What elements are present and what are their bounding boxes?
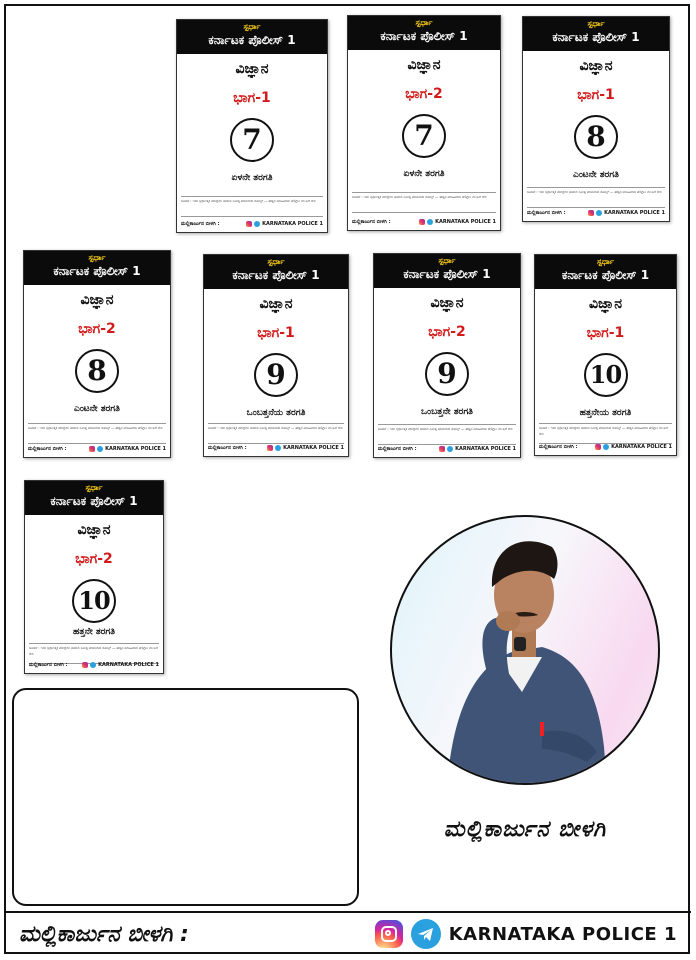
card-footer-author: ಮಲ್ಲಿಕಾರ್ಜುನ ಬೀಳಗಿ : xyxy=(181,220,220,227)
card-exam-title: ಕರ್ನಾಟಕ ಪೊಲೀಸ್ 1 xyxy=(552,30,640,44)
telegram-icon xyxy=(254,221,260,227)
card-exam-title: ಕರ್ನಾಟಕ ಪೊಲೀಸ್ 1 xyxy=(53,264,141,278)
card-subject: ವಿಜ್ಞಾನ xyxy=(80,292,114,308)
card-exam-title: ಕರ್ನಾಟಕ ಪೊಲೀಸ್ 1 xyxy=(232,268,320,282)
instagram-icon xyxy=(82,662,88,668)
card-part: ಭಾಗ-1 xyxy=(577,87,615,103)
card-kicker: ಸ್ಪರ್ಧಾ xyxy=(415,18,433,27)
card-footer xyxy=(378,442,516,455)
card-subject: ವಿಜ್ಞಾನ xyxy=(407,57,441,73)
card-kicker: ಸ್ಪರ್ಧಾ xyxy=(267,257,285,266)
book-cover-card[interactable] xyxy=(534,254,677,456)
grade-badge: 8 xyxy=(75,349,119,393)
instagram-icon xyxy=(267,445,273,451)
card-footer-brand xyxy=(82,662,159,668)
instagram-icon xyxy=(246,221,252,227)
card-note: ಸೂಚನೆ : ಇದು ಸ್ಪರ್ಧಾತ್ಮಕ ಪರೀಕ್ಷೆಗಳ ತಯಾರಿ ನಿಮಿತ್ತ ಮಾಡಲಾದ ನೋಟ್ಸ್ — ಹೆಚ್ಚಿನ ಮಾಹಿತಿಗಾಗಿ ಟೆಲಿಗ್ರಾಂ ಗುಂಪಿಗೆ ಸೇರಿ xyxy=(28,423,166,444)
card-footer-author: ಮಲ್ಲಿಕಾರ್ಜುನ ಬೀಳಗಿ : xyxy=(539,443,578,450)
instagram-icon xyxy=(89,446,95,452)
grade-badge: 10 xyxy=(72,579,116,623)
instagram-icon xyxy=(439,446,445,452)
card-header xyxy=(25,481,163,515)
card-footer-brand xyxy=(588,210,665,216)
card-subject: ವಿಜ್ಞಾನ xyxy=(588,296,623,312)
bottom-bar xyxy=(5,913,691,955)
card-footer-author: ಮಲ್ಲಿಕಾರ್ಜುನ ಬೀಳಗಿ : xyxy=(352,218,391,225)
book-cover-card[interactable] xyxy=(203,254,349,457)
card-footer xyxy=(539,440,672,453)
card-exam-title: ಕರ್ನಾಟಕ ಪೊಲೀಸ್ 1 xyxy=(208,33,296,47)
card-subject: ವಿಜ್ಞಾನ xyxy=(77,522,111,538)
profile-photo xyxy=(390,515,660,785)
card-kicker: ಸ್ಪರ್ಧಾ xyxy=(597,257,614,266)
card-exam-title: ಕರ್ನಾಟಕ ಪೊಲೀಸ್ 1 xyxy=(380,29,468,43)
card-class: ಒಂಬತ್ತನೆಯ ತರಗತಿ xyxy=(246,408,306,418)
card-exam-title: ಕರ್ನಾಟಕ ಪೊಲೀಸ್ 1 xyxy=(50,494,138,508)
card-header xyxy=(523,17,669,51)
card-kicker: ಸ್ಪರ್ಧಾ xyxy=(88,253,106,262)
card-footer-author: ಮಲ್ಲಿಕಾರ್ಜುನ ಬೀಳಗಿ : xyxy=(28,445,67,452)
telegram-icon xyxy=(275,445,281,451)
card-footer-brand-name: KARNATAKA POLICE 1 xyxy=(435,218,496,225)
card-footer xyxy=(527,206,665,219)
grade-badge: 9 xyxy=(254,353,298,397)
card-footer-brand-name: KARNATAKA POLICE 1 xyxy=(604,209,665,216)
book-cover-card[interactable] xyxy=(347,15,501,231)
grade-badge: 7 xyxy=(402,114,446,158)
brand-name: KARNATAKA POLICE 1 xyxy=(448,923,677,945)
blank-panel xyxy=(12,688,359,906)
card-header xyxy=(348,16,500,50)
telegram-icon xyxy=(447,446,453,452)
card-footer-author: ಮಲ್ಲಿಕಾರ್ಜುನ ಬೀಳಗಿ : xyxy=(527,209,566,216)
card-footer xyxy=(352,215,496,228)
grade-badge: 8 xyxy=(574,115,618,159)
card-footer xyxy=(28,442,166,455)
card-footer-author: ಮಲ್ಲಿಕಾರ್ಜುನ ಬೀಳಗಿ : xyxy=(29,661,68,668)
book-cover-card[interactable] xyxy=(24,480,164,674)
instagram-icon xyxy=(588,210,594,216)
card-footer xyxy=(29,658,159,671)
card-footer-brand xyxy=(439,446,516,452)
card-footer-author: ಮಲ್ಲಿಕಾರ್ಜುನ ಬೀಳಗಿ : xyxy=(378,445,417,452)
card-footer-brand xyxy=(246,221,323,227)
book-cover-card[interactable] xyxy=(373,253,521,458)
card-footer-brand-name: KARNATAKA POLICE 1 xyxy=(455,445,516,452)
author-label: ಮಲ್ಲಿಕಾರ್ಜುನ ಬೀಳಗಿ : xyxy=(19,921,189,947)
card-header xyxy=(535,255,676,289)
card-part: ಭಾಗ-1 xyxy=(257,325,295,341)
card-class: ಎಂಟನೇ ತರಗತಿ xyxy=(74,404,120,414)
telegram-icon xyxy=(596,210,602,216)
card-footer-brand-name: KARNATAKA POLICE 1 xyxy=(283,444,344,451)
card-note: ಸೂಚನೆ : ಇದು ಸ್ಪರ್ಧಾತ್ಮಕ ಪರೀಕ್ಷೆಗಳ ತಯಾರಿ ನಿಮಿತ್ತ ಮಾಡಲಾದ ನೋಟ್ಸ್ — ಹೆಚ್ಚಿನ ಮಾಹಿತಿಗಾಗಿ ಟೆಲಿಗ್ರಾಂ ಗುಂಪಿಗೆ ಸೇರಿ xyxy=(181,196,323,217)
telegram-icon xyxy=(90,662,96,668)
profile-name: ಮಲ್ಲಿಕಾರ್ಜುನ ಬೀಳಗಿ xyxy=(443,817,607,842)
grade-badge: 9 xyxy=(425,352,469,396)
card-footer-author: ಮಲ್ಲಿಕಾರ್ಜುನ ಬೀಳಗಿ : xyxy=(208,444,247,451)
card-part: ಭಾಗ-2 xyxy=(78,321,116,337)
book-cover-card[interactable] xyxy=(522,16,670,222)
card-header xyxy=(374,254,520,288)
card-header xyxy=(24,251,170,285)
telegram-icon[interactable] xyxy=(411,919,441,949)
card-footer-brand-name: KARNATAKA POLICE 1 xyxy=(105,445,166,452)
card-footer-brand-name: KARNATAKA POLICE 1 xyxy=(262,220,323,227)
card-class: ಹತ್ತನೇ ತರಗತಿ xyxy=(72,627,116,637)
card-footer-brand xyxy=(419,219,496,225)
card-kicker: ಸ್ಪರ್ಧಾ xyxy=(243,22,261,31)
book-cover-card[interactable] xyxy=(176,19,328,233)
card-part: ಭಾಗ-2 xyxy=(405,86,443,102)
card-footer-brand xyxy=(89,446,166,452)
card-kicker: ಸ್ಪರ್ಧಾ xyxy=(438,256,456,265)
telegram-icon xyxy=(427,219,433,225)
telegram-icon xyxy=(603,444,609,450)
card-exam-title: ಕರ್ನಾಟಕ ಪೊಲೀಸ್ 1 xyxy=(561,268,650,282)
card-note: ಸೂಚನೆ : ಇದು ಸ್ಪರ್ಧಾತ್ಮಕ ಪರೀಕ್ಷೆಗಳ ತಯಾರಿ ನಿಮಿತ್ತ ಮಾಡಲಾದ ನೋಟ್ಸ್ — ಹೆಚ್ಚಿನ ಮಾಹಿತಿಗಾಗಿ ಟೆಲಿಗ್ರಾಂ ಗುಂಪಿಗೆ ಸೇರಿ xyxy=(527,187,665,208)
card-subject: ವಿಜ್ಞಾನ xyxy=(259,296,293,312)
card-header xyxy=(204,255,348,289)
card-part: ಭಾಗ-1 xyxy=(233,90,271,106)
book-cover-card[interactable] xyxy=(23,250,171,458)
card-header xyxy=(177,20,327,54)
card-note: ಸೂಚನೆ : ಇದು ಸ್ಪರ್ಧಾತ್ಮಕ ಪರೀಕ್ಷೆಗಳ ತಯಾರಿ ನಿಮಿತ್ತ ಮಾಡಲಾದ ನೋಟ್ಸ್ — ಹೆಚ್ಚಿನ ಮಾಹಿತಿಗಾಗಿ ಟೆಲಿಗ್ರಾಂ ಗುಂಪಿಗೆ ಸೇರಿ xyxy=(208,423,344,444)
card-exam-title: ಕರ್ನಾಟಕ ಪೊಲೀಸ್ 1 xyxy=(403,267,491,281)
card-class: ಒಂಬತ್ತನೇ ತರಗತಿ xyxy=(421,407,473,417)
instagram-icon[interactable] xyxy=(375,920,403,948)
card-kicker: ಸ್ಪರ್ಧಾ xyxy=(85,483,103,492)
instagram-icon xyxy=(419,219,425,225)
card-class: ಎಂಟನೇ ತರಗತಿ xyxy=(573,170,619,180)
card-footer xyxy=(181,217,323,230)
card-class: ಏಳನೇ ತರಗತಿ xyxy=(231,173,273,183)
instagram-icon xyxy=(595,444,601,450)
card-class: ಏಳನೇ ತರಗತಿ xyxy=(403,169,445,179)
card-note: ಸೂಚನೆ : ಇದು ಸ್ಪರ್ಧಾತ್ಮಕ ಪರೀಕ್ಷೆಗಳ ತಯಾರಿ ನಿಮಿತ್ತ ಮಾಡಲಾದ ನೋಟ್ಸ್ — ಹೆಚ್ಚಿನ ಮಾಹಿತಿಗಾಗಿ ಟೆಲಿಗ್ರಾಂ ಗುಂಪಿಗೆ ಸೇರಿ xyxy=(539,423,672,444)
card-part: ಭಾಗ-2 xyxy=(428,324,466,340)
card-note: ಸೂಚನೆ : ಇದು ಸ್ಪರ್ಧಾತ್ಮಕ ಪರೀಕ್ಷೆಗಳ ತಯಾರಿ ನಿಮಿತ್ತ ಮಾಡಲಾದ ನೋಟ್ಸ್ — ಹೆಚ್ಚಿನ ಮಾಹಿತಿಗಾಗಿ ಟೆಲಿಗ್ರಾಂ ಗುಂಪಿಗೆ ಸೇರಿ xyxy=(29,643,159,664)
card-subject: ವಿಜ್ಞಾನ xyxy=(430,295,464,311)
card-kicker: ಸ್ಪರ್ಧಾ xyxy=(587,19,605,28)
card-part: ಭಾಗ-1 xyxy=(586,325,625,341)
card-footer-brand-name: KARNATAKA POLICE 1 xyxy=(611,443,672,450)
card-subject: ವಿಜ್ಞಾನ xyxy=(579,58,613,74)
grade-badge: 7 xyxy=(230,118,274,162)
card-class: ಹತ್ತನೇಯ ತರಗತಿ xyxy=(579,408,632,418)
card-footer-brand-name: KARNATAKA POLICE 1 xyxy=(98,661,159,668)
grade-badge: 10 xyxy=(584,353,628,397)
card-note: ಸೂಚನೆ : ಇದು ಸ್ಪರ್ಧಾತ್ಮಕ ಪರೀಕ್ಷೆಗಳ ತಯಾರಿ ನಿಮಿತ್ತ ಮಾಡಲಾದ ನೋಟ್ಸ್ — ಹೆಚ್ಚಿನ ಮಾಹಿತಿಗಾಗಿ ಟೆಲಿಗ್ರಾಂ ಗುಂಪಿಗೆ ಸೇರಿ xyxy=(378,424,516,445)
person-illustration xyxy=(392,517,660,785)
brand-block[interactable] xyxy=(375,919,677,949)
card-subject: ವಿಜ್ಞಾನ xyxy=(235,61,269,77)
card-footer-brand xyxy=(595,444,672,450)
card-footer xyxy=(208,441,344,454)
telegram-icon xyxy=(97,446,103,452)
card-part: ಭಾಗ-2 xyxy=(75,551,113,567)
card-note: ಸೂಚನೆ : ಇದು ಸ್ಪರ್ಧಾತ್ಮಕ ಪರೀಕ್ಷೆಗಳ ತಯಾರಿ ನಿಮಿತ್ತ ಮಾಡಲಾದ ನೋಟ್ಸ್ — ಹೆಚ್ಚಿನ ಮಾಹಿತಿಗಾಗಿ ಟೆಲಿಗ್ರಾಂ ಗುಂಪಿಗೆ ಸೇರಿ xyxy=(352,192,496,213)
card-footer-brand xyxy=(267,445,344,451)
